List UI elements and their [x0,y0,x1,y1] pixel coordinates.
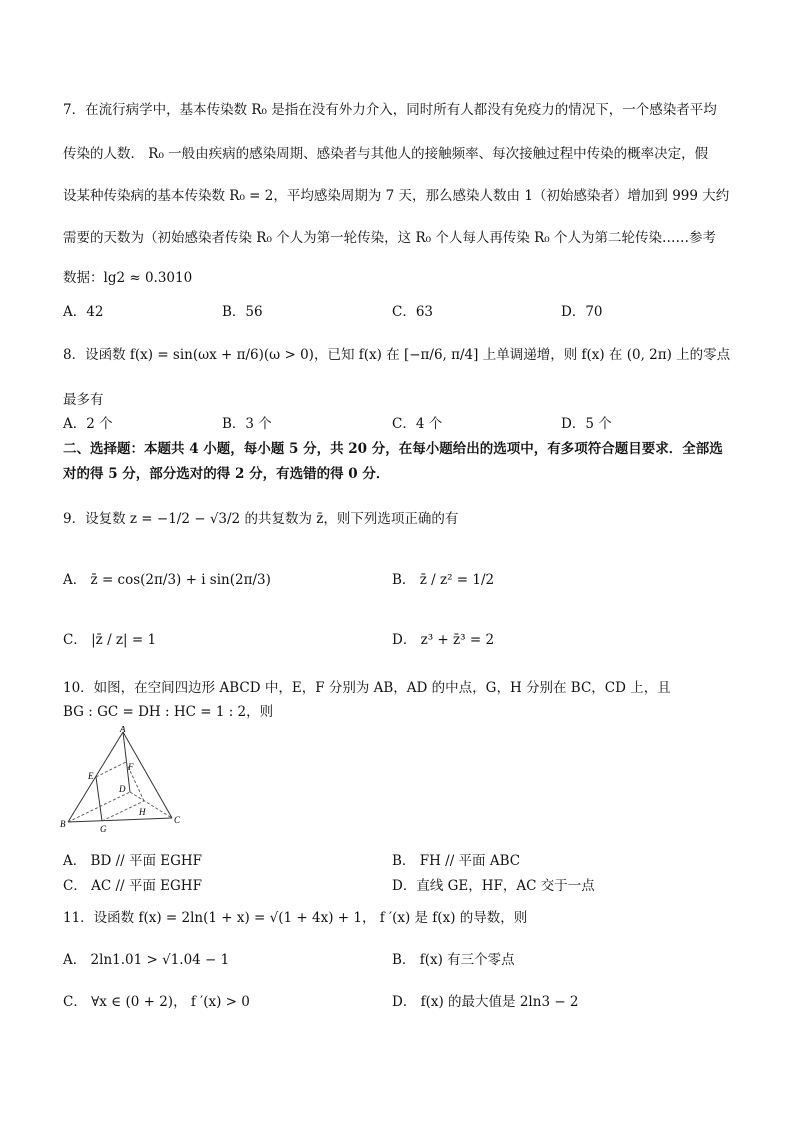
edge-bc [68,818,172,822]
q10-option-a: A． BD // 平面 EGHF [63,853,203,869]
q8-option-a: A．2 个 [63,416,113,432]
section2-heading-line-1: 二、选择题：本题共 4 小题，每小题 5 分，共 20 分，在每小题给出的选项中，有多项符合题目要求．全部选 [63,441,723,457]
label-e: E [88,771,94,781]
label-f: F [128,762,134,772]
section2-heading-line-2: 对的得 5 分，部分选对的得 2 分，有选错的得 0 分． [63,466,390,482]
q8-option-b: B．3 个 [222,416,272,432]
q8-line-1: 8．设函数 f(x) = sin(ωx + π/6)(ω > 0)，已知 f(x) 在 [−π/6, π/4] 上单调递增，则 f(x) 在 (0, 2π) 上的零点 [63,347,731,363]
label-b: B [60,819,66,829]
q10-option-c: C． AC // 平面 EGHF [63,878,202,894]
q8-option-c: C．4 个 [392,416,443,432]
label-d: D [119,784,126,794]
q10-option-b: B． FH // 平面 ABC [392,853,521,869]
q9-option-d: D． z³ + z̄³ = 2 [392,632,495,648]
q11-option-d: D． f(x) 的最大值是 2ln3 − 2 [392,994,579,1010]
q8-line-2: 最多有 [63,392,104,408]
edge-ac [123,732,172,818]
q11-option-b: B． f(x) 有三个零点 [392,952,515,968]
label-a: A [120,726,126,734]
q7-line-5: 数据：lg2 ≈ 0.3010 [63,270,193,286]
q7-line-3: 设某种传染病的基本传染数 R₀ = 2，平均感染周期为 7 天，那么感染人数由 1（初始感染者）增加到 999 大约 [63,188,730,204]
q7-option-a: A．42 [63,304,104,320]
label-c: C [174,815,181,825]
label-h: H [139,807,146,817]
q7-line-1: 7．在流行病学中，基本传染数 R₀ 是指在没有外力介入，同时所有人都没有免疫力的情况下，一个感染者平均 [63,102,717,118]
q8-option-d: D．5 个 [561,416,612,432]
q11-option-a: A． 2ln1.01 > √1.04 − 1 [63,952,230,968]
q7-option-d: D．70 [561,304,603,320]
segment-gh [102,801,144,821]
label-g: G [100,824,107,834]
q9-stem: 9．设复数 z = −1/2 − √3/2 的共复数为 z̄，则下列选项正确的有 [63,511,459,527]
q7-line-4: 需要的天数为（初始感染者传染 R₀ 个人为第一轮传染，这 R₀ 个人每人再传染 R₀ 个人为第二轮传染……参考 [63,230,716,246]
q10-option-d: D．直线 GE，HF，AC 交于一点 [392,878,595,894]
segment-eg [96,777,102,821]
q7-line-2: 传染的人数． R₀ 一般由疾病的感染周期、感染者与其他人的接触频率、每次接触过程中传染的概率决定，假 [63,146,709,162]
q11-stem: 11．设函数 f(x) = 2ln(1 + x) = √(1 + 4x) + 1， f ′(x) 是 f(x) 的导数，则 [63,910,528,926]
q9-option-b: B． z̄ / z² = 1/2 [392,572,495,588]
q10-line-1: 10．如图，在空间四边形 ABCD 中，E，F 分别为 AB，AD 的中点，G，H 分别在 BC，CD 上，且 [63,680,671,696]
q9-option-c: C． |z̄ / z| = 1 [63,632,157,648]
q9-option-a: A． z̄ = cos(2π/3) + i sin(2π/3) [63,572,271,588]
q7-option-c: C．63 [392,304,434,320]
q10-line-2: BG : GC = DH : HC = 1 : 2，则 [63,704,274,720]
q11-option-c: C． ∀x ∈ (0 + 2)， f ′(x) > 0 [63,994,250,1010]
tetrahedron-figure [60,726,186,836]
q7-option-b: B．56 [222,304,263,320]
